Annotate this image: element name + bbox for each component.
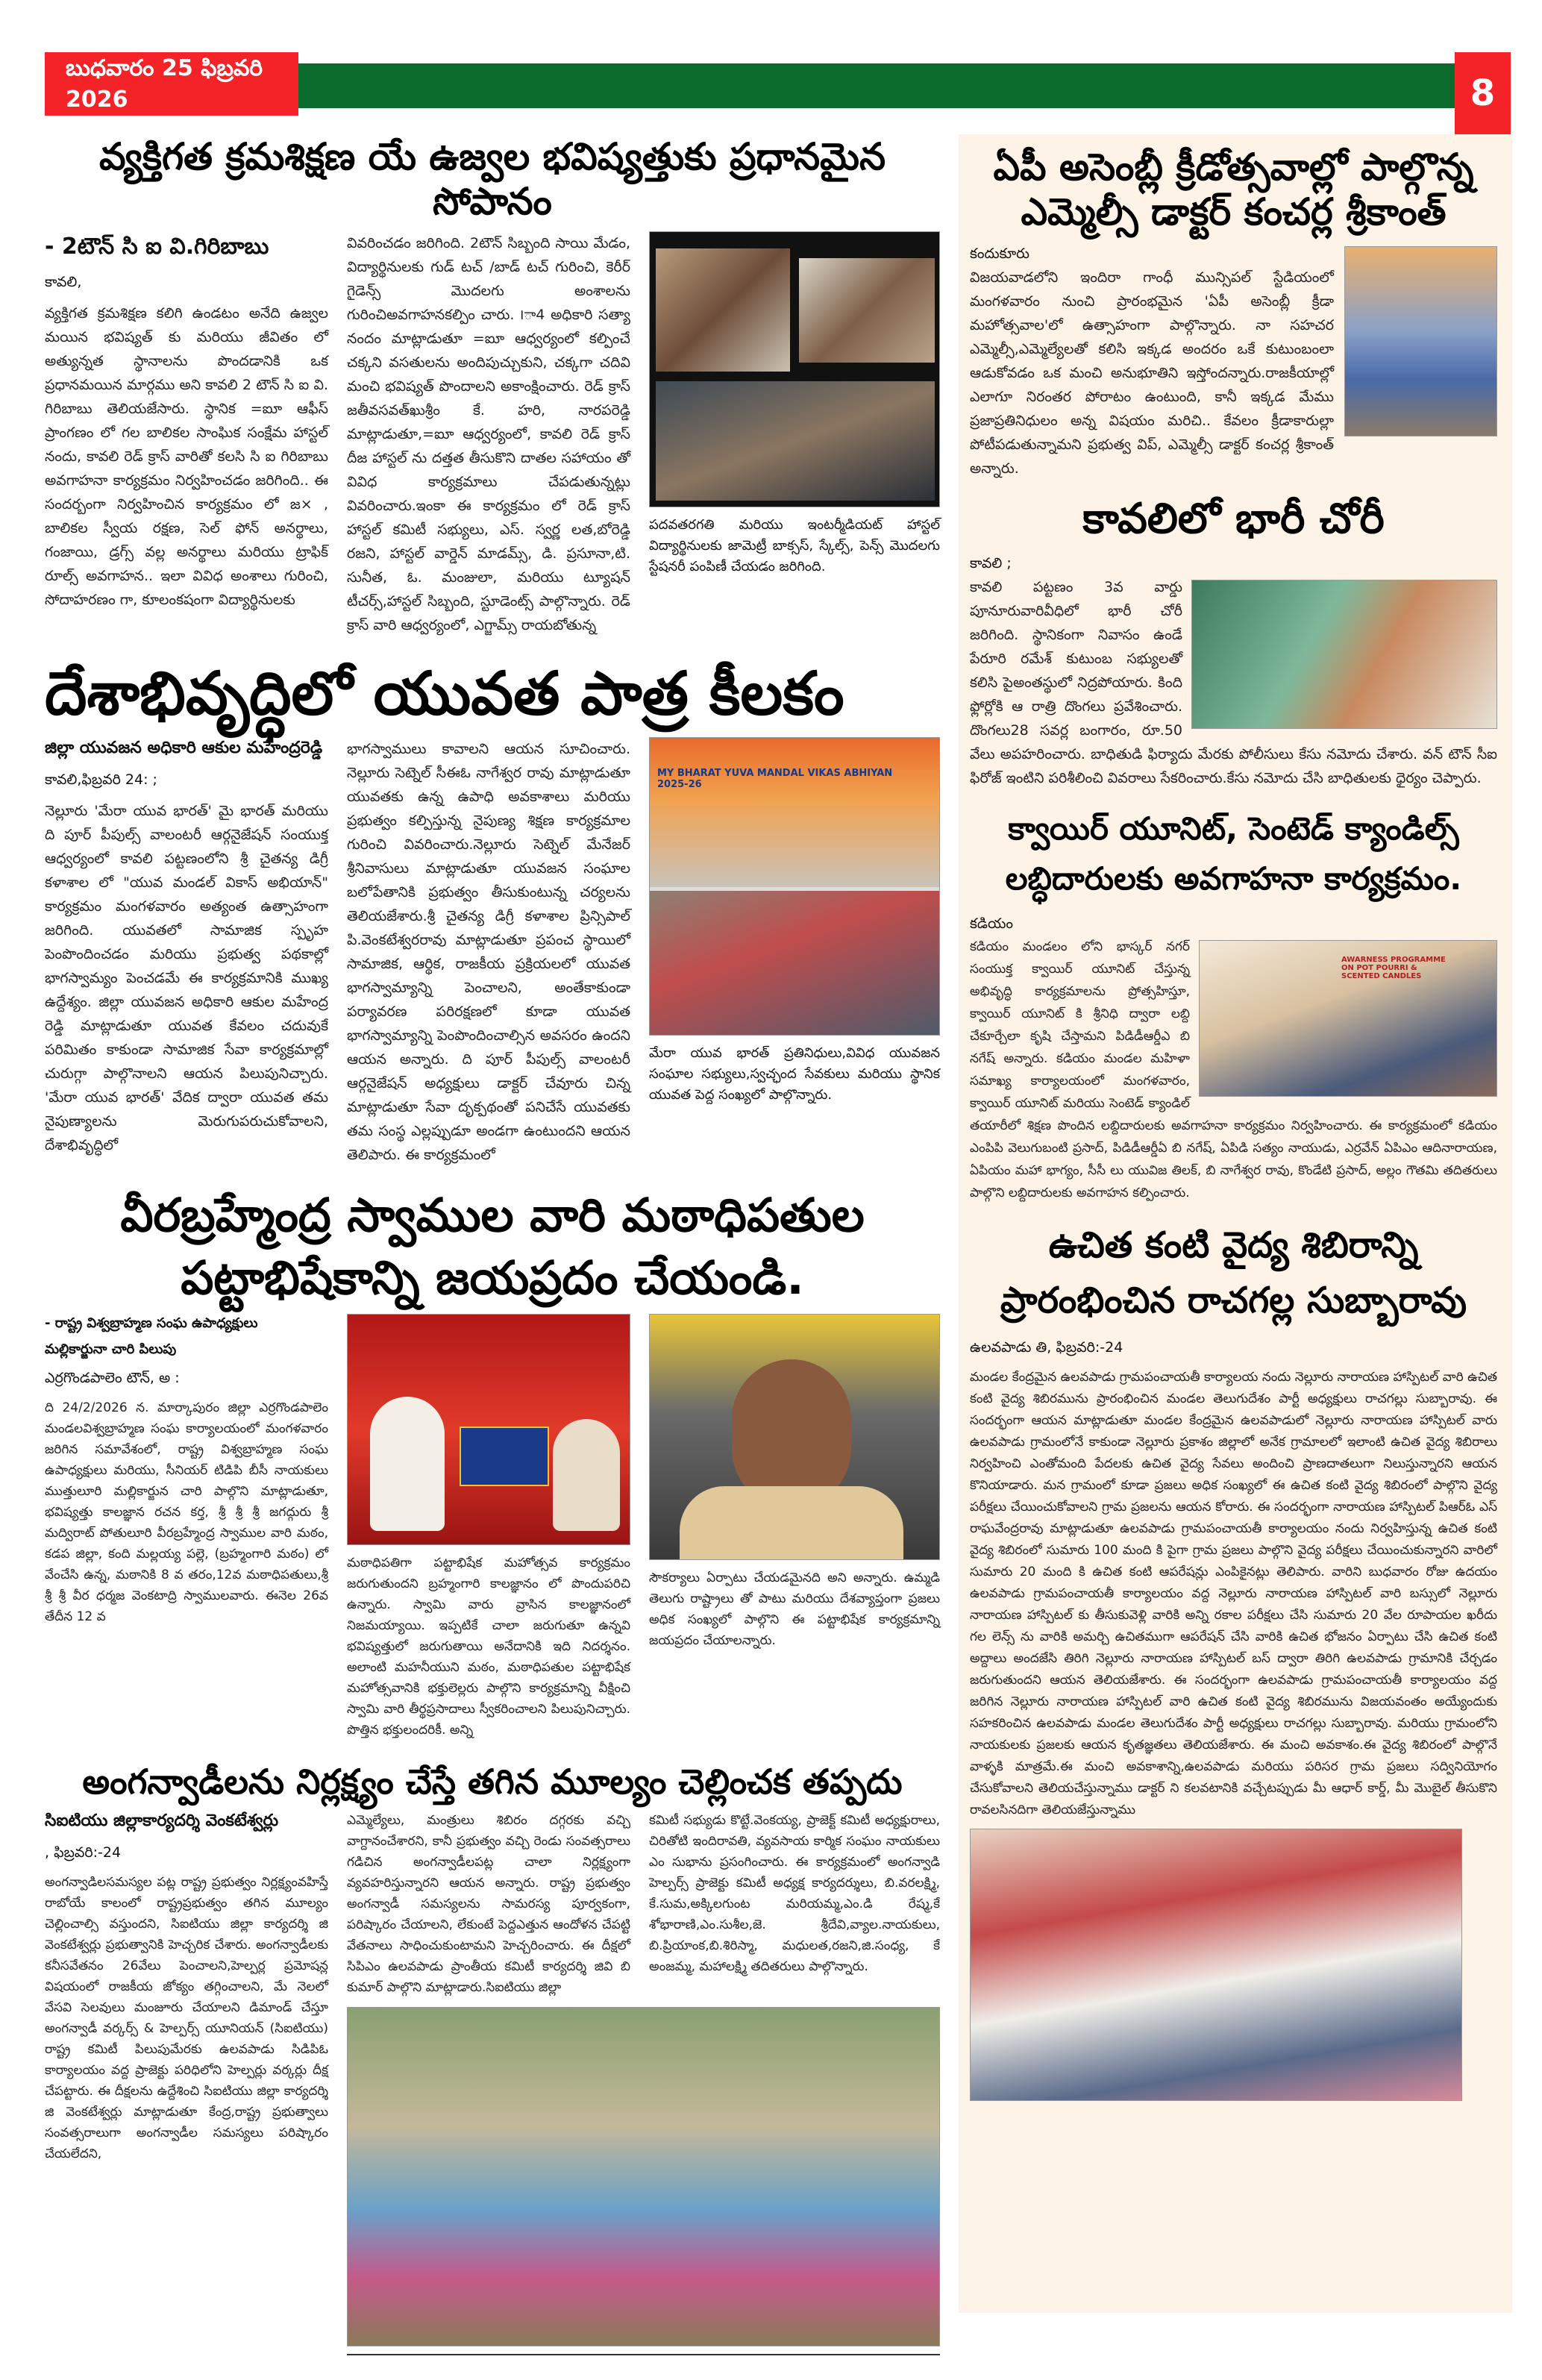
right1-text: విజయవాడలోని ఇందిరా గాంధీ మున్సిపల్ స్టేడియంలో మంగళవారం నుంచి ప్రారంభమైన 'ఏపీ అసెంబ్లీ క్రీడా మహోత్సవాల'లో ఉత్సాహంగా పాల్గొన్నారు. నా సహచర ఎమ్మెల్సీ,ఎమ్మెల్యేలతో కలిసి ఇక్కడ అందరం ఒకే కుటుంబంలా ఆడుకోవడం ఒక మంచి అనుభూతిని ఇస్తోందన్నారు.రాజకీయాల్లో ఎలాగూ నిరంతర పోరాటం ఉంటుంది, కానీ ఇక్కడ మేము ప్రజాప్రతినిధులం అన్న విషయం మరిచి.. కేవలం క్రీడాకారుల్లా పోటీపడుతున్నామని ప్రభుత్వ విప్, ఎమ్మెల్సీ డాక్టర్ కంచర్ల శ్రీకాంత్ అన్నారు. bbox=[970, 269, 1334, 477]
article3-headline-line2: పట్టాభిషేకాన్ని జయప్రదం చేయండి. bbox=[181, 1250, 804, 1306]
right3-text: కడియం మండలం లోని భాస్కర్ నగర్ సంయుక్త క్వాయిర్ యూనిట్ చేస్తున్న అభివృద్ధి కార్యక్రమాలను ప్రోత్సహిస్తూ, క్వాయిర్ యూనిట్ కి శ్రీనిధి ద్వారా లబ్ది చేకూర్చేలా కృషి చేస్తామని పిడిడీఆర్డీఎ బి నగేష్ అన్నారు. కడియం మండల మహిళా సమాఖ్య కార్యాలయంలో మంగళవారం, క్వాయిర్ యూనిట్ మరియు సెంటెడ్ క్యాండిల్ తయారీలో శిక్షణ పొందిన లబ్దిదారులకు అవగాహనా కార్యక్రమం నిర్వహించారు. ఈ కార్యక్రమంలో కడియం ఎంపిపి వెలుగుబంటి ప్రసాద్, పిడిడీఆర్డీఏ బి నగేష్, ఏపిడి సత్యం నాయుడు, ఎర్రవేన్ ఏపిఎం ఆదినారాయణ, ఏపియం మహా భాగ్యం, సీసీ లు యువిజ తిలక్, బి నాగేశ్వర రావు, కొండేటి ప్రసాద్, అల్లం గౌతమి తదితరులు పాల్గొని లబ్దిదారులకు అవగాహన కల్పించారు. bbox=[970, 939, 1497, 1200]
issue-date: బుధవారం 25 ఫిబ్రవరి 2026 bbox=[66, 55, 263, 113]
right2-place: కావలి ; bbox=[970, 555, 1012, 572]
article1-col2: వివరించడం జరిగింది. 2టౌన్ సిబ్బంది సాయి మేడం, విద్యార్థినులకు గుడ్ టచ్ /బాడ్ టచ్ గురించి, కెరీర్ గైడెన్స్ మొదలగు అంశాలను గురించిఅవగాహనకల్పిం చారు. ౹ా4 అధికారి సత్యా నందం మాట్లాడుతూ =ఐూ ఆధ్వర్యంలో కల్పించే చక్కని వసతులను అందిపుచ్చుకుని, చక్కగా చదివి మంచి భవిష్యత్ పొందాలని అకాంక్షించారు. రెడ్ క్రాస్ జతీవసవత్‌ఖుశ్రీం కే. హరి, నారపరెడ్డి మాట్లాడుతూ,=ఐూ ఆధ్వర్యంలో, కావలి రెడ్ క్రాస్ దీజ హాస్టల్ ను దత్తత తీసుకొని దాతల సహాయం తో వివిధ కార్యక్రమాలు చేపడుతున్నట్లు వివరించారు.ఇంకా ఈ కార్యక్రమం లో రెడ్ క్రాస్ హాస్టల్ కమిటీ సభ్యులు, ఎస్. స్వర్ణ లత,బోరెడ్డి రజని, హాస్టల్ వార్డెన్ మాడమ్స్, డి. ప్రసూనా,టి. సునీత, ఓ. మంజులా, మరియు ట్యూషన్ టీచర్స్,హాస్టల్ సిబ్బంది, స్టూడెంట్స్ పాల్గొన్నారు. రెడ్ క్రాస్ వారి ఆధ్వర్యంలో, ఎగ్జామ్స్ రాయబోతున్న bbox=[347, 235, 630, 633]
right3-photo bbox=[1199, 940, 1497, 1097]
article1 bbox=[45, 134, 940, 637]
article4-col1 bbox=[45, 1810, 328, 2164]
right-column-panel bbox=[959, 134, 1512, 2313]
divider bbox=[347, 2354, 940, 2355]
article3-text: ది 24/2/2026 న. మార్కాపురం జిల్లా ఎర్రగొండపాలెం మండలవిశ్వబ్రాహ్మణ సంఘ కార్యాలయంలో మంగళవారం జరిగిన సమావేశంలో, రాష్ట్ర విశ్వబ్రాహ్మణ సంఘ ఉపాధ్యక్షులు మరియు, సీనియర్ టిడిపి బీసీ నాయకులు ముత్తులూరి మల్లికార్జున చారి పాల్గొని మాట్లాడుతూ, భవిష్యత్తు కాలజ్ఞాన రచన కర్త, శ్రీ శ్రీ శ్రీ జగద్గురు శ్రీ మద్విరాట్ పోతులూరి వీరబ్రహ్మేంద్ర స్వాముల వారి మఠం, కడప జిల్లా, కంది మల్లయ్య పల్లె, (బ్రహ్మంగారి మఠం) లో వేంచేసి ఉన్న, మఠానికి 8 వ తరం,12వ మఠాధిపతులు,శ్రీ శ్రీ శ్రీ వీర ధర్మజ వెంకటాద్రి స్వాములవారు. ఈనెల 26వ తేదీన 12 వ bbox=[45, 1400, 328, 1625]
right3-banner-text: AWARNESS PROGRAMME ON POT POURRI & SCENTED CANDLES bbox=[1341, 955, 1446, 980]
article2-col1 bbox=[45, 737, 328, 1157]
article3-byline2: మల్లికార్జునా చారి పిలుపు bbox=[45, 1341, 177, 1357]
page-number: 8 bbox=[1455, 52, 1511, 134]
article2-place: కావలి,ఫిబ్రవరి 24: ; bbox=[45, 771, 157, 788]
article4-place: , ఫిబ్రవరి:-24 bbox=[45, 1844, 122, 1861]
right2-headline: కావలిలో భారీ చోరీ bbox=[1082, 495, 1385, 543]
article3-headline-line1: వీరబ్రహ్మేంద్ర స్వాముల వారి మఠాధిపతుల bbox=[120, 1188, 865, 1242]
article2-caption: మేరా యువ భారత్ ప్రతినిధులు,వివిధ యువజన సంఘాల సభ్యులు,స్వచ్ఛంద సేవకులు మరియు స్థానిక యువత పెద్ద సంఖ్యలో పాల్గొన్నారు. bbox=[649, 1045, 940, 1103]
right1-headline: ఏపీ అసెంబ్లీ క్రీడోత్సవాల్లో పాల్గొన్న ఎమ్మెల్సీ డాక్టర్ కంచర్ల శ్రీకాంత్ bbox=[993, 145, 1474, 234]
article1-col1 bbox=[45, 231, 328, 612]
right2-article bbox=[970, 494, 1497, 790]
article4 bbox=[45, 1761, 940, 2355]
article4-headline: అంగన్వాడీలను నిర్లక్ష్యం చేస్తే తగిన మూల్యం చెల్లించక తప్పదు bbox=[82, 1761, 903, 1802]
right1-photo bbox=[1344, 246, 1497, 436]
article3 bbox=[45, 1188, 940, 1741]
article1-text: వ్యక్తిగత క్రమశిక్షణ కలిగి ఉండటం అనేది ఉజ్వల మయిన భవిష్యత్ కు మరియు జీవితం లో అత్యున్నత స్థానాలను పొందడానికి ఒక ప్రధానమయిన మార్గము అని కావలి 2 టౌన్ సి ఐ వి. గిరిబాబు తెలియజేసారు. స్థానిక =ఐూ ఆఫీస్ ప్రాంగణం లో గల బాలికల సాంఘిక సంక్షేమ హాస్టల్ నందు, కావలి రెడ్ క్రాస్ వారితో కలసి సి ఐ గిరిబాబు అవగాహనా కార్యక్రమం నిర్వహించడం జరిగింది.. ఈ సందర్బంగా నిర్వహించిన కార్యక్రమం లో జ× , బాలికల స్వీయ రక్షణ, సెల్ ఫోన్ అనర్థాలు, గంజాయి, డ్రగ్స్ వల్ల అనర్థాలు మరియు ట్రాఫిక్ రూల్స్ అవగాహన.. ఇలా వివిధ అంశాలు గురించి, సోదాహరణం గా, కూలంకషంగా విద్యార్థినులకు bbox=[45, 305, 328, 608]
article1-headline: వ్యక్తిగత క్రమశిక్షణ యే ఉజ్వల భవిష్యత్తుకు ప్రధానమైన సోపానం bbox=[98, 135, 886, 223]
article3-byline1: - రాష్ట్ర విశ్వబ్రాహ్మణ సంఘ ఉపాధ్యక్షులు bbox=[45, 1315, 258, 1331]
right3-article bbox=[970, 804, 1497, 1203]
date-banner bbox=[45, 52, 298, 116]
right3-place: కడియం bbox=[970, 915, 1014, 932]
article2-col2: భాగస్వాములు కావాలని ఆయన సూచించారు. నెల్లూరు సెట్నెల్ సీఈఓ నాగేశ్వర రావు మాట్లాడుతూ యువతకు ఉన్న ఉపాధి అవకాశాలు మరియు ప్రభుత్వం కల్పిస్తున్న నైపుణ్య శిక్షణ కార్యక్రమాల గురించి వివరించారు.నెల్లూరు సెట్నెల్ మేనేజర్ శ్రీనివాసులు మాట్లాడుతూ యువజన సంఘాల బలోపేతానికి ప్రభుత్వం తీసుకుంటున్న చర్యలను తెలియజేశారు.శ్రీ చైతన్య డిగ్రీ కళాశాల ప్రిన్సిపాల్ పి.వెంకటేశ్వరరావు మాట్లాడుతూ ప్రపంచ స్థాయిలో సామాజిక, ఆర్థిక, రాజకీయ ప్రక్రియలలో యువత భాగస్వామ్యాన్ని పెంచాలని, అంతేకాకుండా పర్యావరణ పరిరక్షణలో కూడా యువత భాగస్వామ్యాన్ని పెంపొందించాల్సిన అవసరం ఉందని ఆయన అన్నారు. ది పూర్ పీపుల్స్ వాలంటరీ ఆర్గనైజేషన్ అధ్యక్షులు డాక్టర్ చేవూరు చిన్న మాట్లాడుతూ సేవా దృక్పథంతో పనిచేసే యువతకు తమ సంస్థ ఎల్లప్పుడూ అండగా ఉంటుందని ఆయన తెలిపారు. ఈ కార్యక్రమంలో bbox=[347, 741, 630, 1163]
right1-article bbox=[970, 145, 1497, 480]
article4-col3: కమిటీ సభ్యుడు కొట్టే.వెంకయ్య, ప్రాజెక్ట్ కమిటీ అధ్యక్షురాలు, చిరితోటి ఇందిరావతి, వ్యవసాయ కార్మిక సంఘం నాయకులు ఎం సుభాను ప్రసంగించారు. ఈ కార్యక్రమంలో అంగన్వాడి హెల్పర్స్ ప్రాజెక్టు కమిటీ అధ్యక్ష కార్యదర్శులు, బి.వరలక్ష్మి, కే.సుమ,అక్కిలగుంట మరియమ్మ,ఎం.డి రేష్మ,కే శోభారాణి,ఎం.సుశీల,జె. శ్రీదేవి,వ్యాల.నాయకులు, బి.ప్రియాంక,బి.శిరిస్మా, మధులత,రజని,జి.సంధ్య, కే అంజమ్మ, మహాలక్ష్మి తదితరులు పాల్గొన్నారు. bbox=[649, 1812, 940, 1974]
article3-col2: మఠాధిపతిగా పట్టాభిషేక మహోత్సవ కార్యక్రమం జరుగుతుందని బ్రహ్మంగారి కాలజ్ఞానం లో పొందుపరిచి ఉన్నారు. స్వామి వారు వ్రాసిన కాలజ్ఞానంలో నిజమయ్యాయి. ఇప్పటికే చాలా జరుగుతూ ఉన్నవి భవిష్యత్తులో జరుగుతాయి అనేదానికి ఇది నిదర్శనం. అలాంటి మహనీయుని మఠం, మఠాధిపతుల పట్టాభిషేక మహోత్సవానికి భక్తులెల్లరు పాల్గొని కార్యక్రమాన్ని వీక్షించి స్వామి వారి తీర్థప్రసాదాలు స్వీకరించాలని పిలుపునిచ్చారు. పొత్తిన భక్తులందరికీ. అన్ని bbox=[347, 1555, 630, 1738]
article4-protest-photo bbox=[347, 2007, 940, 2346]
right4-article bbox=[970, 1218, 1497, 2102]
right4-text: మండల కేంద్రమైన ఉలవపాడు గ్రామపంచాయతీ కార్యాలయ నందు నెల్లూరు నారాయణ హాస్పిటల్ వారి ఉచిత కంటి వైద్య శిబిరమును ప్రారంభించిన మండల తెలుగుదేశం పార్టీ అధ్యక్షులు రాచగల్లు సుబ్బారావు. ఈ సందర్భంగా ఆయన మాట్లాడుతూ మండల కేంద్రమైన ఉలవపాడులో నెల్లూరు నారాయణ హాస్పిటల్ వారు ఉలవపాడు గ్రామంలోనే కాకుండా నెల్లూరు ప్రకాశం జిల్లాలో అనేక గ్రామాలలో ఇలాంటి ఉచిత వైద్య శిబిరాలు నిర్వహించి ఎంతోమంది పేదలకు ఉచిత వైద్య సేవలు అందించి ప్రాణదాతలుగా నిలుస్తున్నారని ఆయన కొనియాడారు. మన గ్రామంలో కూడా ప్రజలు అధిక సంఖ్యలో ఈ ఉచిత కంటి వైద్య శిబిరంలో పాల్గొని వైద్య పరీక్షలు చేయించుకోవాలని గ్రామ ప్రజలను ఆయన కోరారు. ఈ సందర్భంగా నారాయణ హాస్పిటల్ పిఆర్ఓ ఎస్ రాఘవేంద్రరావు మాట్లాడుతూ ఉలవపాడు గ్రామపంచాయతీ కార్యాలయం నందు నిర్వహిస్తున్న ఉచిత కంటి వైద్య శిబిరంలో సుమారు 100 మంది కి పైగా గ్రామ ప్రజలు పాల్గొని వైద్య పరీక్షలు చేయించుకున్నారని వారిలో సుమారు 20 మంది కి ఉచిత కంటి ఆపరేషన్లు ఎంపికైనట్లు తెలిపారు. వారిని బుధవారం రోజు ఉదయం ఉలవపాడు గ్రామపంచాయతీ కార్యాలయం వద్ద నెల్లూరు నారాయణ హాస్పిటల్ వారి బస్సులో నెల్లూరు నారాయణ హాస్పిటల్ కు తీసుకువెళ్లి వారికి అన్ని రకాల పరీక్షలు చేసి సుమారు 20 వేల రూపాయల ఖరీదు గల లెన్స్ ను వారికి అమర్చి ఉచితముగా ఆపరేషన్ చేసి వారికి ఉచిత భోజనం ఏర్పాటు చేసి ఉచిత కంటి అద్దాలు అందజేసి తిరిగి నెల్లూరు నారాయణ హాస్పిటల్ బస్ ద్వారా తిరిగి ఉలవపాడు గ్రామానికి చేర్చడం జరుగుతుందని ఆయన తెలియజేశారు. ఈ సందర్భంగా ఉలవపాడు గ్రామపంచాయతీ కార్యాలయం వద్ద జరిగిన నెల్లూరు నారాయణ హాస్పిటల్ వారి ఉచిత కంటి వైద్య శిబిరమును విజయవంతం అయ్యేందుకు సహకరించిన ఉలవపాడు మండల తెలుగుదేశం పార్టీ అధ్యక్షులు రాచగల్లు సుబ్బారావు. మరియు గ్రామంలోని నాయకులకు ప్రజలకు ఆయన కృతజ్ఞతలు తెలియజేశారు. ఈ మంచి అవకాశం.ఈ వైద్య శిబిరంలో పాల్గొనే వాళ్ళకి మాత్రమే.ఈ మంచి అవకాశాన్ని,ఉలవపాడు మరియు పరిసర గ్రామ ప్రజలు సద్వినియోగం చేసుకోవాలని తెలియచేస్తున్నాము డాక్టర్ ని కలవటానికి వచ్చేటప్పుడు మీ ఆధార్ కార్డ్, మీ మొబైల్ తీసుకొని రావలసినదిగా తెలియజేస్తున్నాము bbox=[970, 1370, 1497, 1818]
right1-place: కందుకూరు bbox=[970, 245, 1029, 262]
article2-byline: జిల్లా యువజన అధికారి ఆకుల మహేంద్రరెడ్డి bbox=[45, 739, 323, 757]
article3-poster-photo bbox=[347, 1314, 630, 1545]
right4-place: ఉలవపాడు తి, ఫిబ్రవరి:-24 bbox=[970, 1339, 1123, 1356]
left-news-area bbox=[45, 134, 940, 2355]
article2-headline: దేశాభివృద్ధిలో యువత పాత్ర కీలకం bbox=[45, 659, 844, 728]
article1-place: కావలి, bbox=[45, 274, 82, 290]
right4-eye-camp-photo bbox=[970, 1829, 1462, 2101]
article2-photo bbox=[649, 737, 940, 1036]
header-bar bbox=[298, 63, 1455, 108]
right2-photo bbox=[1191, 580, 1497, 729]
article3-place: ఎర్రగొండపాలెం టౌన్, అ : bbox=[45, 1370, 180, 1387]
article2-banner-text: MY BHARAT YUVA MANDAL VIKAS ABHIYAN 2025-26 bbox=[657, 768, 893, 790]
article2-text: నెల్లూరు 'మేరా యువ భారత్' మై భారత్ మరియు ది పూర్ పీపుల్స్ వాలంటరీ ఆర్గనైజేషన్ సంయుక్త ఆధ్వర్యంలో కావలి పట్టణంలోని శ్రీ చైతన్య డిగ్రీ కళాశాల లో "యువ మండల్ వికాస్ అభియాన్" కార్యక్రమం మంగళవారం అత్యంత ఉత్సాహంగా జరిగింది. యువతలో సామాజిక స్పృహ పెంపొందించడం మరియు ప్రభుత్వ పథకాల్లో భాగస్వామ్యం పెంచడమే ఈ కార్యక్రమానికి ముఖ్య ఉద్దేశ్యం. జిల్లా యువజన అధికారి ఆకుల మహేంద్ర రెడ్డి మాట్లాడుతూ యువత కేవలం చదువుకే పరిమితం కాకుండా సామాజిక సేవా కార్యక్రమాల్లో చురుగ్గా పాల్గొనాలని ఆయన పిలుపునిచ్చారు. 'మేరా యువ భారత్' వేదిక ద్వారా యువత తమ నైపుణ్యాలను మెరుగుపరుచుకోవాలని, దేశాభివృద్ధిలో bbox=[45, 802, 328, 1153]
article4-text: అంగన్వాడిలసమస్యల పట్ల రాష్ట్ర ప్రభుత్వం నిర్లక్ష్యంవహిస్తే రాబోయే కాలంలో రాష్ట్రప్రభుత్వం తగిన మూల్యం చెల్లించాల్సి వస్తుందని, సిఐటియు జిల్లా కార్యదర్శి జి వెంకటేశ్వర్లు ప్రభుత్వానికి హెచ్చరిక చేశారు. అంగన్వాడీలకు కనీసవేతనం 26వేలు పెంచాలని,హెల్పర్ల ప్రమోషన్ల విషయంలో రాజకీయ జోక్యం తగ్గించాలని, మే నెలలో వేసవి సెలవులు మంజూరు చేయాలని డిమాండ్ చేస్తూ అంగన్వాడీ వర్కర్స్ & హెల్పర్స్ యూనియన్ (సిఐటియు) రాష్ట్ర కమిటీ పిలుపుమేరకు ఉలవపాడు సిడిపిఓ కార్యాలయం వద్ద ప్రాజెక్టు పరిధిలోని హెల్పర్లు వర్కర్లు దీక్ష చేపట్టారు. ఈ దీక్షలను ఉద్దేశించి సిఐటియు జిల్లా కార్యదర్శి జి వెంకటేశ్వర్లు మాట్లాడుతూ కేంద్ర,రాష్ట్ర ప్రభుత్వాలు సంవత్సరాలుగా అంగన్వాడీల సమస్యలు పరిష్కారం చేయలేదని, bbox=[45, 1874, 328, 2161]
article1-byline: - 2టౌన్ సి ఐ వి.గిరిబాబు bbox=[45, 234, 269, 260]
article1-photo-collage bbox=[649, 231, 940, 507]
article4-col2: ఎమ్మెల్యేలు, మంత్రులు శిబిరం దగ్గరకు వచ్చి వాగ్దానంచేశారని, కానీ ప్రభుత్వం వచ్చి రెండు సంవత్సరాలు గడిచిన అంగన్వాడీలపట్ల చాలా నిర్లక్ష్యంగా వ్యవహరిస్తున్నారని ఆయన అన్నారు. రాష్ట్ర ప్రభుత్వం అంగన్వాడీ సమస్యలను సామరస్య పూర్వకంగా, పరిష్కారం చేయాలని, లేకుంటే పెద్దఎత్తున ఆందోళన చేపట్టి వేతనాలు సాధించుకుంటామని హెచ్చరించారు. ఈ దీక్షలో సిపిఎం ఉలవపాడు ప్రాంతీయ కమిటీ కార్యదర్శి జివి బి కుమార్ పాల్గొని మాట్లాడారు.సిఐటియు జిల్లా bbox=[347, 1812, 630, 1995]
right2-text: కావలి పట్టణం 3వ వార్డు పూనూరువారివీధిలో భారీ చోరీ జరిగింది. స్థానికంగా నివాసం ఉండే పేరూరి రమేశ్ కుటుంబ సభ్యులతో కలిసి పైఅంతస్థులో నిద్రపోయారు. కింది ఫ్లోర్లోకి ఆ రాత్రి దొంగలు ప్రవేశించారు. దొంగలు28 సవర్ల బంగారం, రూ.50 వేలు అపహరించారు. బాధితుడి ఫిర్యాదు మేరకు పోలీసులు కేసు నమోదు చేశారు. వన్ టౌన్ సీఐ ఫిరోజ్ ఇంటిని పరిశీలించి వివరాలు సేకరించారు.కేసు నమోదు చేసి బాధితులకు ధైర్యం చెప్పారు. bbox=[970, 579, 1497, 787]
article3-portrait-photo bbox=[649, 1314, 940, 1560]
article3-col1 bbox=[45, 1314, 328, 1627]
right4-headline: ఉచిత కంటి వైద్య శిబిరాన్ని ప్రారంభించిన రాచగల్ల సుబ్బారావు bbox=[1000, 1224, 1467, 1321]
article3-col3: సౌకర్యాలు ఏర్పాటు చేయడమైనది అని అన్నారు. ఉమ్మడి తెలుగు రాష్ట్రాలు తో పాటు మరియు దేశవ్యాప్తంగా ప్రజలు అధిక సంఖ్యలో పాల్గొని ఈ పట్టాభిషేక కార్యక్రమాన్ని జయప్రదం చేయాలన్నారు. bbox=[649, 1570, 940, 1648]
article2 bbox=[45, 658, 940, 1167]
article4-byline: సిఐటియు జిల్లాకార్యదర్శి వెంకటేశ్వర్లు bbox=[45, 1811, 279, 1830]
right3-headline: క్వాయిర్ యూనిట్, సెంటెడ్ క్యాండిల్స్ లబ్ధిదారులకు అవగాహనా కార్యక్రమం. bbox=[1005, 810, 1462, 898]
article1-caption: పదవతరగతి మరియు ఇంటర్మీడియట్ హాస్టల్ విద్యార్థినులకు జామెట్రీ బాక్సస్, స్కేల్స్, పెన్స్ మొదలగు స్టేషనరీ పంపిణీ చేయడం జరిగింది. bbox=[649, 517, 940, 574]
